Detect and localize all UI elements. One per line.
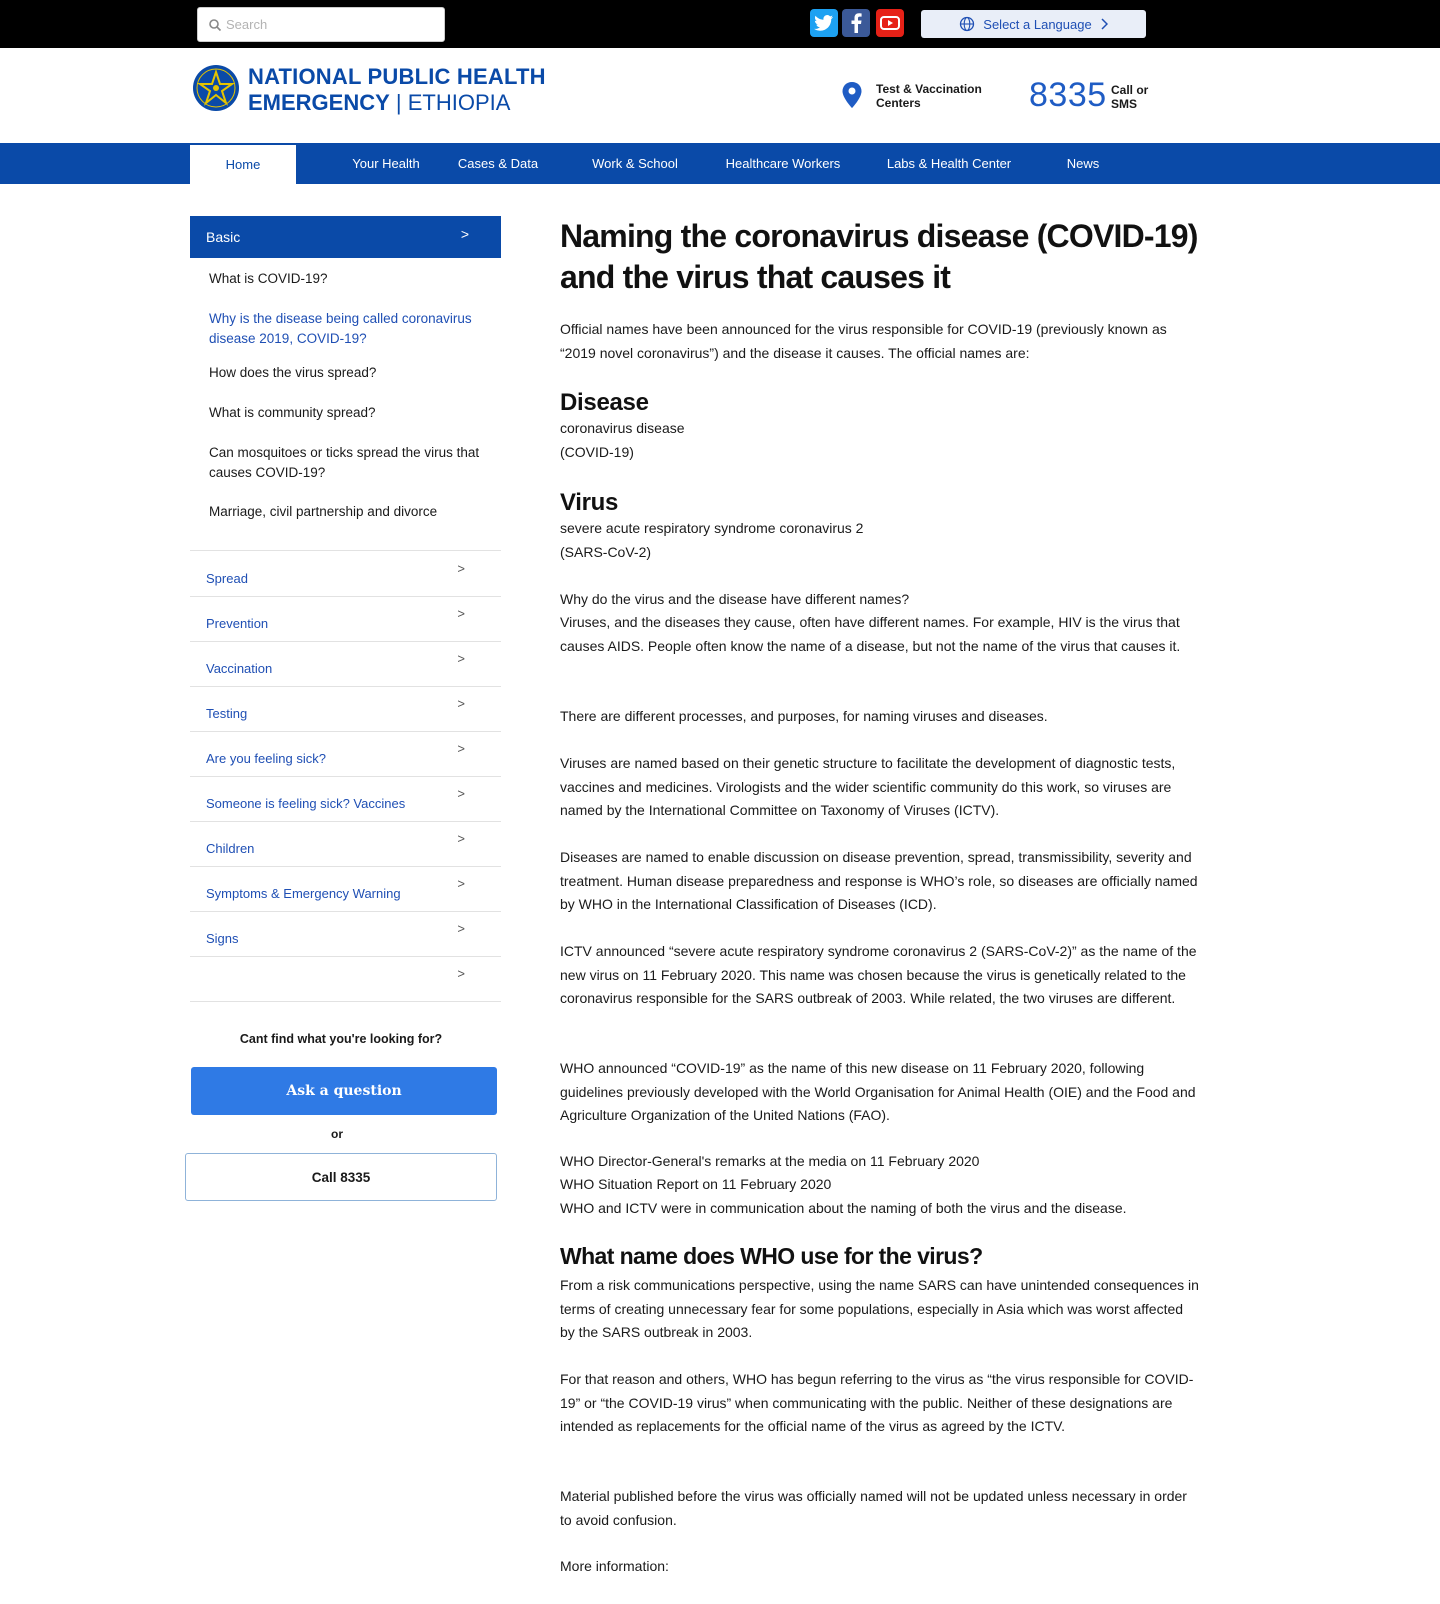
virus-name: severe acute respiratory syndrome coronavirus 2 bbox=[560, 520, 864, 536]
ask-question-button[interactable]: Ask a question bbox=[191, 1067, 497, 1115]
sidebar-cat-children[interactable] bbox=[190, 823, 501, 867]
chevron-right-icon bbox=[1100, 18, 1108, 30]
why-answer: Viruses, and the diseases they cause, often have different names. For example, HIV is the virus that causes AIDS. People often know the name of a disease, but not the name of the virus that causes it. bbox=[560, 614, 1181, 654]
org-name-line1[interactable]: NATIONAL PUBLIC HEALTH bbox=[248, 64, 546, 89]
nav-labs-health-center[interactable]: Labs & Health Center bbox=[886, 156, 1012, 171]
hotline-number[interactable]: 8335 bbox=[1029, 76, 1107, 114]
sidebar-cat-spread[interactable] bbox=[190, 553, 501, 597]
sidebar-cat-label: Someone is feeling sick? Vaccines bbox=[206, 796, 406, 811]
more-information-label: More information: bbox=[560, 1558, 669, 1574]
globe-icon bbox=[959, 16, 975, 32]
sidebar-cat-vaccination[interactable] bbox=[190, 643, 501, 687]
page-title: Naming the coronavirus disease (COVID-19) and the virus that causes it bbox=[560, 218, 1198, 295]
call-button[interactable]: Call 8335 bbox=[185, 1153, 497, 1201]
virus-abbr: (SARS-CoV-2) bbox=[560, 544, 652, 560]
nav-work-school[interactable]: Work & School bbox=[592, 156, 678, 171]
sidebar-cat-label: Spread bbox=[206, 571, 248, 586]
sidebar-cat-symptoms[interactable] bbox=[190, 868, 501, 912]
chevron-right-icon: > bbox=[457, 696, 465, 711]
chevron-right-icon: > bbox=[457, 651, 465, 666]
sidebar-item-how-spread[interactable]: How does the virus spread? bbox=[209, 365, 377, 380]
chevron-right-icon: > bbox=[457, 831, 465, 846]
test-centers-line2: Centers bbox=[876, 96, 921, 110]
hotline-caption bbox=[1111, 83, 1171, 111]
sidebar-item-community-spread[interactable]: What is community spread? bbox=[209, 405, 376, 420]
disease-heading: Disease bbox=[560, 389, 649, 416]
chevron-right-icon: > bbox=[457, 876, 465, 891]
nav-news[interactable]: News bbox=[1066, 156, 1100, 171]
nav-healthcare-workers[interactable]: Healthcare Workers bbox=[725, 156, 841, 171]
sidebar-cat-label: Signs bbox=[206, 931, 239, 946]
hotline-caption-line2: SMS bbox=[1111, 97, 1138, 111]
sidebar-cat-someone-sick[interactable] bbox=[190, 778, 501, 822]
search-icon bbox=[208, 18, 222, 32]
sidebar-cat-label: Symptoms & Emergency Warning bbox=[206, 886, 401, 901]
ictv-paragraph: ICTV announced “severe acute respiratory syndrome coronavirus 2 (SARS-CoV-2)” as the name of the new virus on 11 February 2020. This name was chosen because the virus is genetically related to the coronavirus responsible for the SARS outbreak of 2003. While related, the two viruses are different. bbox=[560, 943, 1197, 1006]
facebook-icon[interactable] bbox=[842, 9, 870, 37]
reason-paragraph: For that reason and others, WHO has begun referring to the virus as “the virus responsible for COVID-19” or “the COVID-19 virus” when communicating with the public. Neither of these designations are intended as replacements for the official name of the virus as agreed by the ICTV. bbox=[560, 1371, 1194, 1434]
nav-your-health[interactable]: Your Health bbox=[352, 156, 420, 171]
sidebar-divider bbox=[190, 550, 501, 551]
test-vaccination-centers-link[interactable] bbox=[876, 82, 996, 110]
what-name-heading: What name does WHO use for the virus? bbox=[560, 1243, 983, 1269]
chevron-right-icon: > bbox=[457, 561, 465, 576]
language-selector[interactable] bbox=[921, 10, 1146, 38]
sidebar-cat-label: Testing bbox=[206, 706, 248, 721]
sidebar-item-marriage[interactable]: Marriage, civil partnership and divorce bbox=[209, 504, 438, 519]
search-box[interactable] bbox=[197, 7, 445, 42]
org-name-emergency: EMERGENCY bbox=[248, 90, 390, 115]
processes-paragraph: There are different processes, and purposes, for naming viruses and diseases. bbox=[560, 708, 1048, 724]
sidebar-cat-testing[interactable] bbox=[190, 688, 501, 732]
reference-link-situation-report[interactable]: WHO Situation Report on 11 February 2020 bbox=[560, 1176, 832, 1192]
why-question: Why do the virus and the disease have different names? bbox=[560, 591, 910, 607]
chevron-right-icon: > bbox=[457, 786, 465, 801]
sidebar-cat-label: Children bbox=[206, 841, 255, 856]
sidebar-cat-empty[interactable] bbox=[190, 958, 501, 1002]
top-bar bbox=[0, 0, 1440, 48]
org-name-country: | ETHIOPIA bbox=[389, 90, 511, 115]
sidebar-cat-label: Prevention bbox=[206, 616, 269, 631]
material-paragraph: Material published before the virus was officially named will not be updated unless necessary in order to avoid confusion. bbox=[560, 1488, 1187, 1528]
risk-paragraph: From a risk communications perspective, using the name SARS can have unintended consequences in terms of creating unnecessary fear for some populations, especially in Asia which was worst affected by the SARS outbreak in 2003. bbox=[560, 1277, 1199, 1340]
who-paragraph: WHO announced “COVID-19” as the name of this new disease on 11 February 2020, following guidelines previously developed with the World Organisation for Animal Health (OIE) and the Food and Agriculture Organization of the United Nations (FAO). bbox=[560, 1060, 1196, 1123]
sidebar-cat-signs[interactable] bbox=[190, 913, 501, 957]
search-input[interactable] bbox=[226, 17, 426, 32]
sidebar-cat-label: Vaccination bbox=[206, 661, 273, 676]
sidebar-cat-prevention[interactable] bbox=[190, 598, 501, 642]
sidebar-item-mosquitoes[interactable]: Can mosquitoes or ticks spread the virus that causes COVID-19? bbox=[209, 445, 480, 480]
disease-name: coronavirus disease bbox=[560, 420, 685, 436]
sidebar-item-why-named[interactable]: Why is the disease being called coronavirus disease 2019, COVID-19? bbox=[209, 311, 472, 346]
chevron-right-icon: > bbox=[457, 741, 465, 756]
chevron-right-icon: > bbox=[457, 966, 465, 981]
or-separator: or bbox=[331, 1127, 343, 1141]
reference-link-remarks[interactable]: WHO Director-General's remarks at the media on 11 February 2020 bbox=[560, 1153, 980, 1169]
location-pin-icon[interactable] bbox=[840, 81, 864, 109]
chevron-right-icon: > bbox=[457, 606, 465, 621]
chevron-right-icon: > bbox=[460, 226, 469, 242]
diseases-paragraph: Diseases are named to enable discussion on disease prevention, spread, transmissibility, severity and treatment. Human disease preparedness and response is WHO’s role, so diseases are officially named by WHO in the International Classification of Diseases (ICD). bbox=[560, 849, 1198, 912]
intro-paragraph: Official names have been announced for the virus responsible for COVID-19 (previously known as “2019 novel coronavirus”) and the disease it causes. The official names are: bbox=[560, 321, 1167, 361]
nav-home[interactable]: Home bbox=[190, 145, 296, 184]
main-nav bbox=[0, 143, 1440, 184]
chevron-right-icon: > bbox=[457, 921, 465, 936]
sidebar-cat-label: Are you feeling sick? bbox=[206, 751, 326, 766]
disease-abbr: (COVID-19) bbox=[560, 444, 634, 460]
sidebar-item-what-is-covid[interactable]: What is COVID-19? bbox=[209, 271, 328, 286]
communication-note: WHO and ICTV were in communication about the naming of both the virus and the disease. bbox=[560, 1200, 1127, 1216]
logo-emblem-icon[interactable] bbox=[192, 64, 240, 112]
org-name-line2[interactable] bbox=[248, 90, 510, 116]
sidebar-section-label: Basic bbox=[206, 229, 241, 245]
hotline-caption-line1: Call or bbox=[1111, 83, 1149, 97]
virus-heading: Virus bbox=[560, 489, 619, 516]
language-label: Select a Language bbox=[983, 16, 1092, 32]
sidebar-section-basic[interactable] bbox=[190, 216, 501, 258]
youtube-icon[interactable] bbox=[876, 9, 904, 37]
twitter-icon[interactable] bbox=[810, 9, 838, 37]
viruses-paragraph: Viruses are named based on their genetic structure to facilitate the development of diagnostic tests, vaccines and medicines. Virologists and the wider scientific community do this work, so viruses are named by the International Committee on Taxonomy of Viruses (ICTV). bbox=[560, 755, 1176, 818]
nav-cases-data[interactable]: Cases & Data bbox=[457, 156, 539, 171]
sidebar-cat-feeling-sick[interactable] bbox=[190, 733, 501, 777]
test-centers-line1: Test & Vaccination bbox=[876, 82, 982, 96]
cant-find-text: Cant find what you're looking for? bbox=[239, 1032, 443, 1046]
